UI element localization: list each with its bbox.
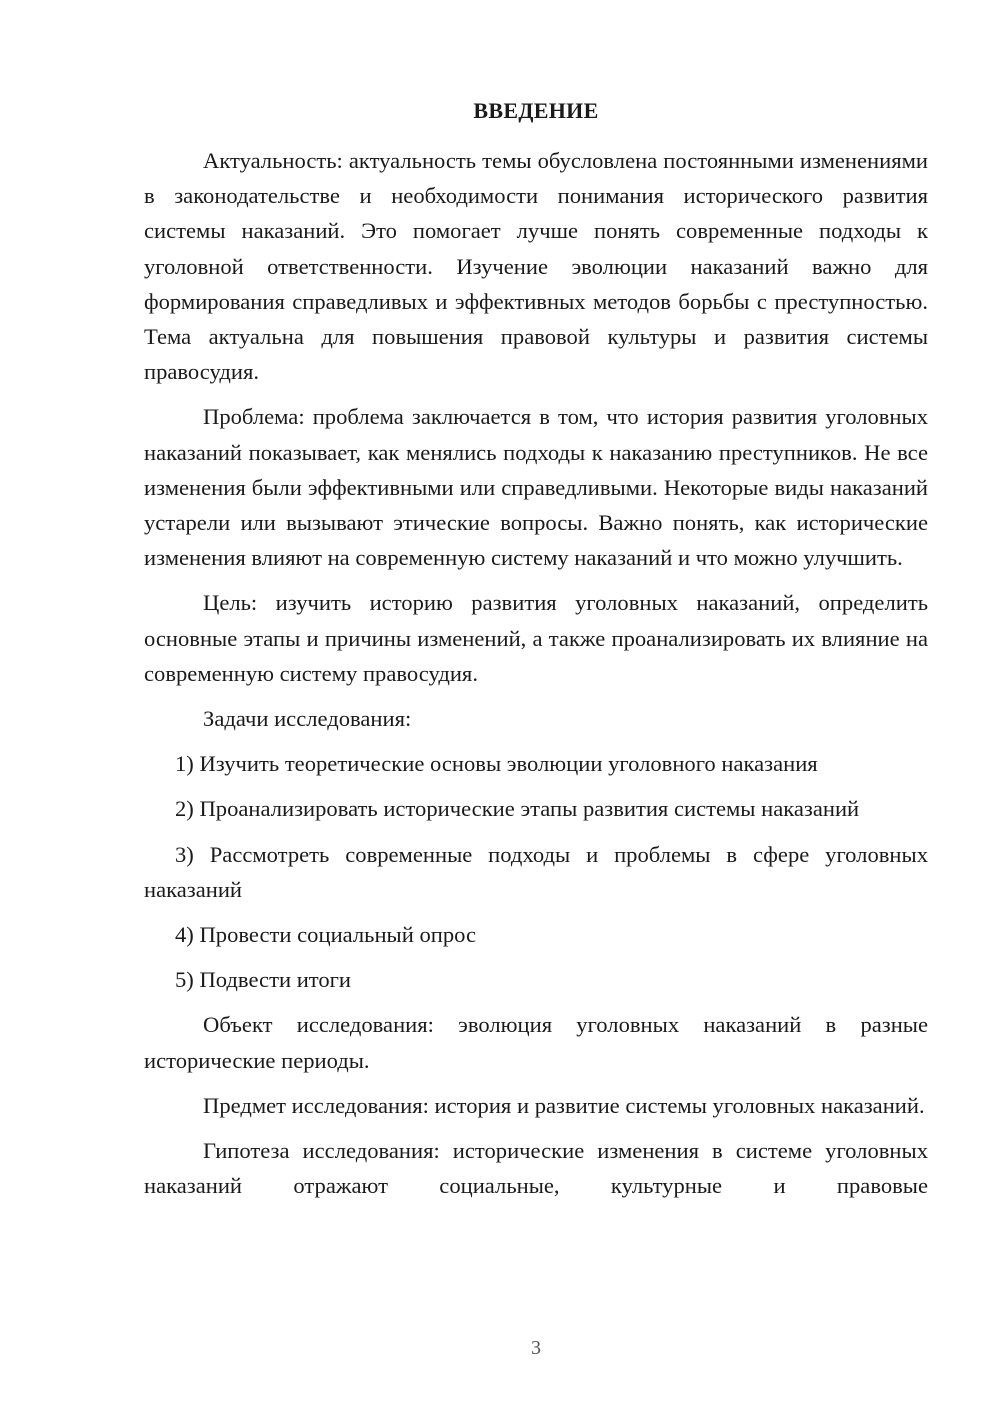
paragraph-tasks-heading: Задачи исследования: <box>203 706 412 732</box>
task-item-1: 1) Изучить теоретические основы эволюции уголовного наказания <box>175 751 818 777</box>
document-body <box>144 143 928 1203</box>
paragraph-goal: Цель: изучить историю развития уголовных наказаний, определить основные этапы и причины изменений, а также проанализировать их влияние на современную систему правосудия. <box>144 590 928 686</box>
task-item-5: 5) Подвести итоги <box>175 967 352 993</box>
paragraph-problem: Проблема: проблема заключается в том, что история развития уголовных наказаний показывает, как менялись подходы к наказанию преступников. Не все изменения были эффективными или справедливыми. Некоторые виды наказаний устарели или вызывают этические вопросы. Важно понять, как исторические изменения влияют на современную систему наказаний и что можно улучшить. <box>144 404 928 571</box>
paragraph-hypothesis: Гипотеза исследования: исторические изменения в системе уголовных наказаний отражают социальные, культурные и правовые <box>144 1138 928 1199</box>
task-item-2: 2) Проанализировать исторические этапы развития системы наказаний <box>175 796 860 822</box>
paragraph-subject: Предмет исследования: история и развитие системы уголовных наказаний. <box>203 1092 925 1118</box>
task-item-3: 3) Рассмотреть современные подходы и проблемы в сфере уголовных наказаний <box>144 841 928 902</box>
paragraph-object: Объект исследования: эволюция уголовных наказаний в разные исторические периоды. <box>144 1012 928 1073</box>
document-page <box>144 0 928 1414</box>
page-number: 3 <box>531 1337 541 1359</box>
task-item-4: 4) Провести социальный опрос <box>175 922 477 948</box>
page-title: ВВЕДЕНИЕ <box>473 98 599 123</box>
paragraph-relevance: Актуальность: актуальность темы обусловлена постоянными изменениями в законодательстве и необходимости понимания исторического развития системы наказаний. Это помогает лучше понять современные подходы к уголовной ответственности. Изучение эволюции наказаний важно для формирования справедливых и эффективных методов борьбы с преступностью. Тема актуальна для повышения правовой культуры и развития системы правосудия. <box>144 148 928 385</box>
